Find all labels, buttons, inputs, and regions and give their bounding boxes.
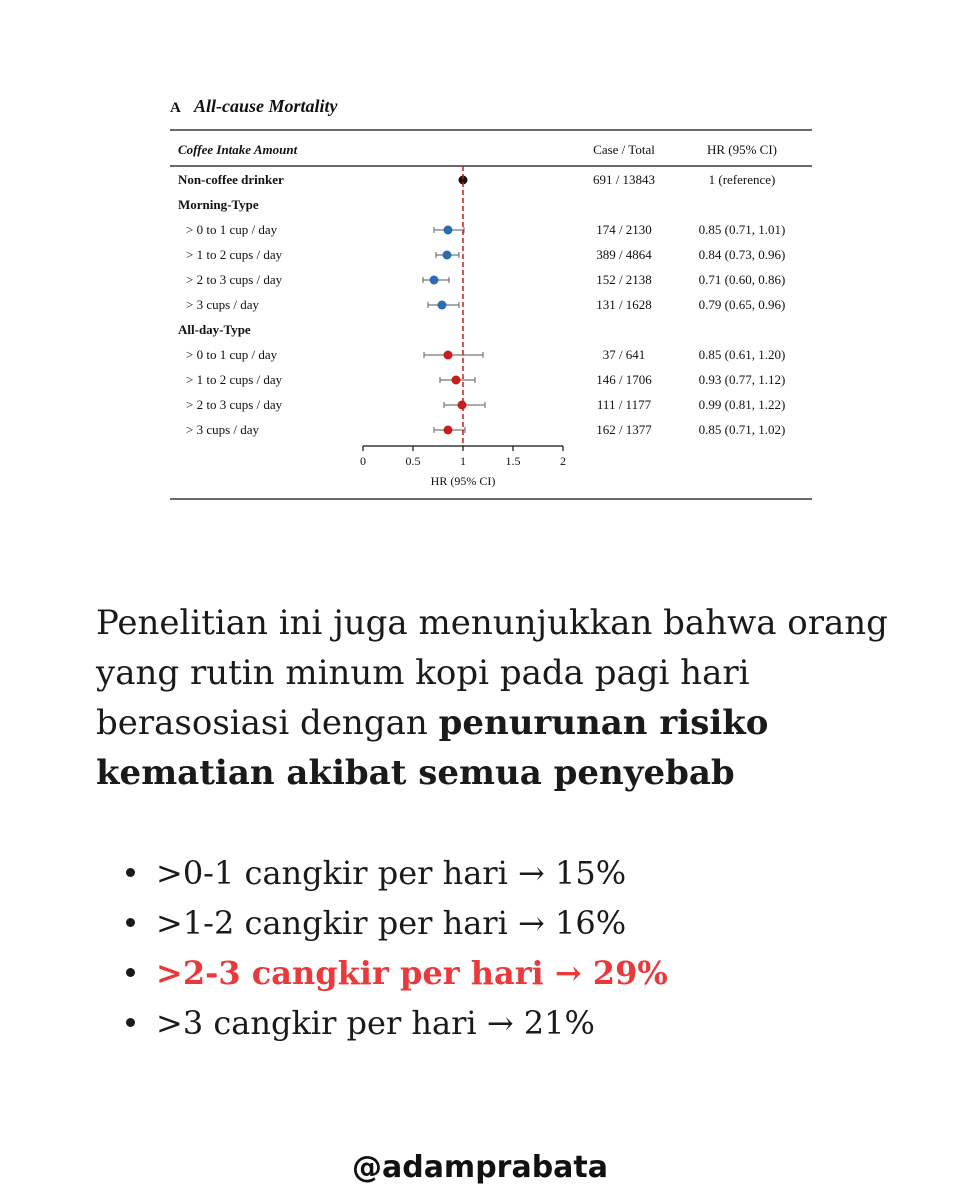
bullet-text: >1-2 cangkir per hari → 16% [156, 904, 627, 942]
hr-point [444, 351, 453, 360]
row-hr-ci: 0.84 (0.73, 0.96) [698, 247, 786, 262]
row-case-total: 37 / 641 [602, 347, 646, 362]
hr-point [430, 276, 439, 285]
row-hr-ci: 0.79 (0.65, 0.96) [698, 297, 786, 312]
x-axis-label: HR (95% CI) [430, 474, 496, 488]
row-case-total: 111 / 1177 [596, 397, 652, 412]
x-tick-label: 1.5 [505, 454, 521, 468]
row-hr-ci: 0.71 (0.60, 0.86) [698, 272, 786, 287]
row-label: Non-coffee drinker [178, 172, 284, 187]
bullet-text: >3 cangkir per hari → 21% [156, 1004, 595, 1042]
bullet-text: >0-1 cangkir per hari → 15% [156, 854, 627, 892]
row-hr-ci: 1 (reference) [708, 172, 776, 187]
bullet-text: >2-3 cangkir per hari → 29% [156, 954, 668, 992]
chart-title: All-cause Mortality [194, 96, 338, 116]
x-tick-label: 0 [360, 454, 366, 468]
bullet-item-highlight [96, 948, 896, 998]
body-paragraph [96, 598, 896, 798]
header-label: Coffee Intake Amount [178, 142, 298, 157]
body-intro: Penelitian ini juga menunjukkan bahwa orang yang rutin minum kopi pada pagi hari berasosiasi dengan [96, 603, 888, 743]
row-hr-ci: 0.93 (0.77, 1.12) [698, 372, 786, 387]
bullet-item [96, 848, 896, 898]
row-hr-ci: 0.85 (0.61, 1.20) [698, 347, 786, 362]
bullet-dot [126, 918, 135, 927]
row-label: > 0 to 1 cup / day [186, 347, 278, 362]
bullet-item [96, 898, 896, 948]
header-hr: HR (95% CI) [706, 142, 778, 157]
hr-point [458, 401, 467, 410]
result-bullets [96, 848, 896, 1048]
row-case-total: 691 / 13843 [592, 172, 656, 187]
row-label: > 2 to 3 cups / day [186, 397, 283, 412]
x-tick-label: 2 [560, 454, 566, 468]
row-label: > 0 to 1 cup / day [186, 222, 278, 237]
row-case-total: 146 / 1706 [596, 372, 652, 387]
bullet-dot [126, 968, 135, 977]
hr-point [452, 376, 461, 385]
row-case-total: 131 / 1628 [596, 297, 652, 312]
row-label: > 2 to 3 cups / day [186, 272, 283, 287]
panel-label: A [170, 100, 181, 116]
bullet-item [96, 998, 896, 1048]
x-tick-label: 0.5 [405, 454, 421, 468]
forest-plot-figure [0, 0, 960, 540]
forest-rows [178, 172, 785, 437]
bullet-dot [126, 868, 135, 877]
row-hr-ci: 0.85 (0.71, 1.02) [698, 422, 786, 437]
row-label: Morning-Type [178, 197, 259, 212]
row-case-total: 174 / 2130 [596, 222, 652, 237]
row-case-total: 152 / 2138 [596, 272, 652, 287]
x-tick-label: 1 [460, 454, 466, 468]
hr-point [438, 301, 447, 310]
body-intro-bold: penurunan risiko kematian akibat semua penyebab [96, 703, 769, 793]
bullet-dot [126, 1018, 135, 1027]
header-case: Case / Total [593, 142, 655, 157]
row-hr-ci: 0.85 (0.71, 1.01) [698, 222, 786, 237]
row-label: > 1 to 2 cups / day [186, 247, 283, 262]
hr-point [443, 251, 452, 260]
x-axis-ticks [360, 446, 566, 468]
row-label: > 1 to 2 cups / day [186, 372, 283, 387]
author-handle: @adamprabata [351, 1150, 609, 1185]
row-label: > 3 cups / day [186, 297, 260, 312]
row-label: All-day-Type [178, 322, 251, 337]
row-case-total: 389 / 4864 [596, 247, 652, 262]
hr-point [444, 426, 453, 435]
row-label: > 3 cups / day [186, 422, 260, 437]
row-hr-ci: 0.99 (0.81, 1.22) [698, 397, 786, 412]
row-case-total: 162 / 1377 [596, 422, 652, 437]
hr-point [444, 226, 453, 235]
